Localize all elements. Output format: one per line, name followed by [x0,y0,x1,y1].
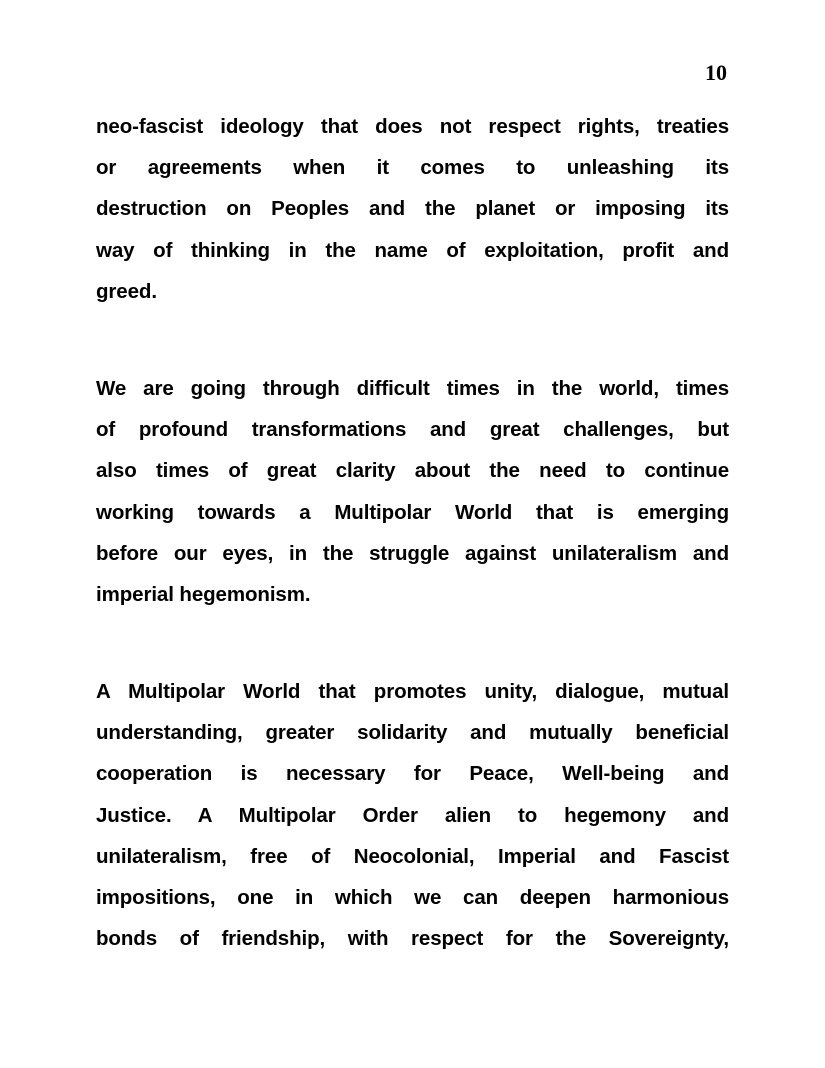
text-line: or agreements when it comes to unleashing its [96,156,729,180]
text-line: before our eyes, in the struggle against unilateralism and [96,541,729,565]
paragraph-1 [96,106,729,312]
paragraph-2 [96,368,729,615]
text-line: way of thinking in the name of exploitation, profit and [96,238,729,262]
text-line: understanding, greater solidarity and mutually beneficial [96,721,729,745]
text-line: bonds of friendship, with respect for the Sovereignty, [96,927,729,951]
text-line: neo-fascist ideology that does not respect rights, treaties [96,115,729,138]
document-body [96,106,729,959]
text-line: Justice. A Multipolar Order alien to hegemony and [96,803,729,827]
text-line: cooperation is necessary for Peace, Well-being and [96,762,729,786]
text-line: imperial hegemonism. [96,582,311,606]
text-line: A Multipolar World that promotes unity, dialogue, mutual [96,680,729,704]
page-number: 10 [705,60,727,85]
paragraph-3 [96,671,729,959]
text-line: destruction on Peoples and the planet or imposing its [96,197,729,221]
text-line: working towards a Multipolar World that is emerging [96,500,729,524]
text-line: unilateralism, free of Neocolonial, Imperial and Fascist [96,844,729,868]
text-line: greed. [96,279,157,303]
text-line: We are going through difficult times in the world, times [96,376,729,400]
text-line: also times of great clarity about the need to continue [96,459,729,483]
text-line: of profound transformations and great challenges, but [96,418,729,442]
text-line: impositions, one in which we can deepen harmonious [96,886,729,909]
